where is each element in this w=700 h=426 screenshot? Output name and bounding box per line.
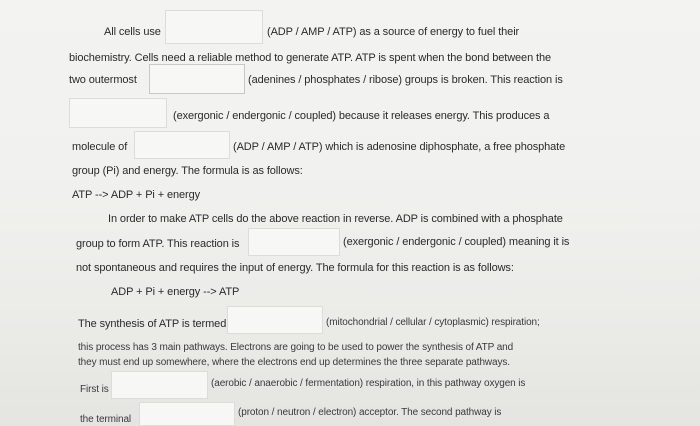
p3-line5-end: (proton / neutron / electron) acceptor. The second pathway is (238, 407, 502, 418)
p2-line2-start: group to form ATP. This reaction is (76, 238, 240, 250)
p1-line5-end: (ADP / AMP / ATP) which is adenosine diphosphate, a free phosphate (233, 141, 566, 153)
molecule-of-blank[interactable] (134, 131, 230, 159)
p1-line6: group (Pi) and energy. The formula is as follows: (72, 165, 303, 177)
p3-line1-end: (mitochondrial / cellular / cytoplasmic) respiration; (326, 317, 540, 328)
p1-formula: ATP --> ADP + Pi + energy (72, 189, 201, 201)
p2-line1: In order to make ATP cells do the above reaction in reverse. ADP is combined with a phosphate (108, 213, 563, 225)
energy-source-blank[interactable] (165, 10, 263, 44)
p1-line4: (exergonic / endergonic / coupled) because it releases energy. This produces a (173, 110, 550, 122)
p3-line3: they must end up somewhere, where the electrons end up determines the three separate pathways. (78, 357, 510, 368)
p2-formula: ADP + Pi + energy --> ATP (111, 286, 240, 298)
terminal-acceptor-blank[interactable] (139, 402, 235, 426)
p1-line3-end: (adenines / phosphates / ribose) groups is broken. This reaction is (248, 74, 563, 86)
p2-line2-end: (exergonic / endergonic / coupled) meaning it is (343, 236, 570, 248)
p3-line4-start: First is (80, 384, 109, 395)
p3-line2: this process has 3 main pathways. Electrons are going to be used to power the synthesis of ATP and (78, 342, 514, 353)
reaction-type-2-blank[interactable] (248, 228, 340, 256)
respiration-term-blank[interactable] (227, 306, 323, 334)
p1-line2: biochemistry. Cells need a reliable method to generate ATP. ATP is spent when the bond between the (69, 52, 552, 64)
p1-line1-end: (ADP / AMP / ATP) as a source of energy to fuel their (267, 26, 520, 38)
p1-line5-start: molecule of (72, 141, 128, 153)
p3-line5-start: the terminal (80, 414, 132, 425)
reaction-type-1-blank[interactable] (69, 98, 167, 128)
p1-line1-start: All cells use (104, 26, 161, 38)
first-pathway-blank[interactable] (111, 371, 208, 399)
p3-line1-start: The synthesis of ATP is termed (78, 318, 227, 330)
p2-line3: not spontaneous and requires the input of energy. The formula for this reaction is as follows: (76, 262, 514, 274)
p1-line3-start: two outermost (69, 74, 137, 86)
p3-line4-end: (aerobic / anaerobic / fermentation) respiration, in this pathway oxygen is (211, 378, 526, 389)
outermost-groups-blank[interactable] (149, 64, 245, 94)
